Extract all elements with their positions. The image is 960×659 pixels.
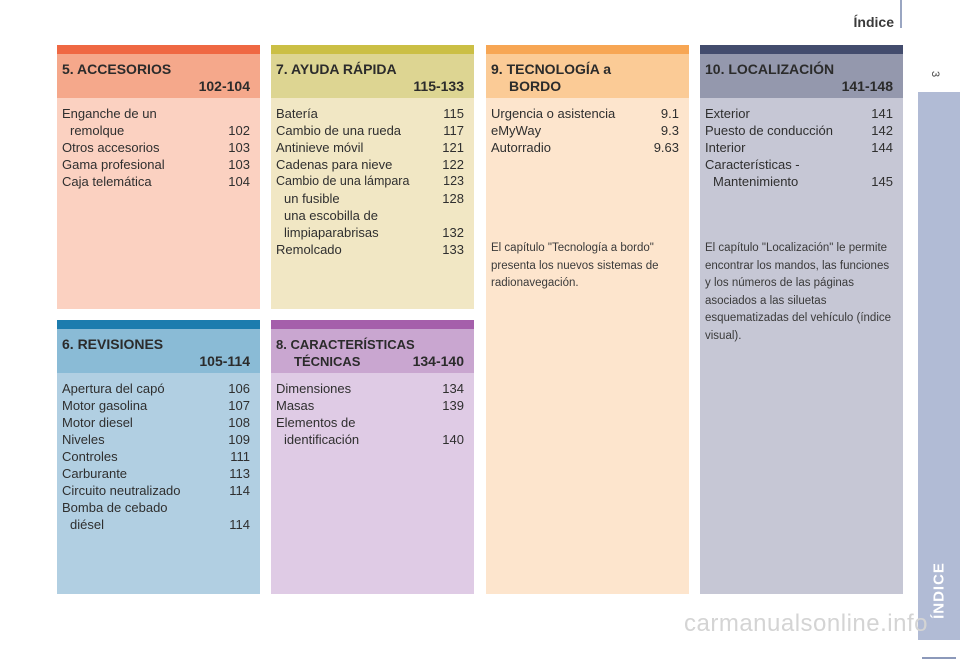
entry-page: 102 [228,123,250,138]
entry-label: Autorradio [491,140,551,155]
index-entry[interactable] [62,156,250,173]
section-color-bar [486,45,689,54]
section-title: 7. AYUDA RÁPIDA [276,61,397,77]
entry-label: eMyWay [491,123,542,138]
entry-page: 142 [871,123,893,138]
entry-label: Otros accesorios [62,140,160,155]
section-entries [486,98,689,293]
index-entry[interactable] [276,190,464,207]
index-entry[interactable] [62,414,250,431]
entry-label: Exterior [705,106,750,121]
entry-label: un fusible [284,191,340,206]
entry-page: 128 [442,191,464,206]
entry-label: Apertura del capó [62,381,165,396]
entry-label: Niveles [62,432,105,447]
entry-page: 134 [442,381,464,396]
section-color-bar [57,45,260,54]
index-entry[interactable] [276,397,464,414]
index-entry[interactable] [276,241,464,258]
section-title: 8. CARACTERÍSTICAS [276,337,415,352]
entry-page: 140 [442,432,464,447]
header-divider [900,0,902,28]
index-entry[interactable] [62,499,250,516]
section-card-revisiones[interactable] [57,320,260,594]
index-entry[interactable] [276,431,464,448]
section-range: 115-133 [413,78,464,94]
section-entries [57,98,260,190]
entry-label: Antinieve móvil [276,140,364,155]
index-entry[interactable] [276,224,464,241]
index-entry[interactable] [276,122,464,139]
entry-page: 103 [228,157,250,172]
section-range: 102-104 [198,78,250,94]
entry-label: Mantenimiento [713,174,799,189]
entry-label: Enganche de un [62,106,157,121]
entry-label: Cambio de una rueda [276,123,402,138]
side-tab-index[interactable] [918,92,960,640]
entry-label: limpiaparabrisas [284,225,379,240]
index-entry[interactable] [491,122,679,139]
section-range: 105-114 [199,353,250,369]
page-number: 3 [928,70,941,78]
section-title-line2: BORDO [509,78,562,94]
entry-page: 139 [442,398,464,413]
index-entry[interactable] [276,380,464,397]
entry-page: 141 [871,106,893,121]
entry-label: Carburante [62,466,128,481]
entry-label: Características - [705,157,800,172]
index-entry[interactable] [276,156,464,173]
section-entries [271,98,474,258]
section-entries [271,373,474,448]
entry-page: 9.63 [653,140,679,155]
entry-label: Caja telemática [62,174,152,189]
section-card-accesorios[interactable] [57,45,260,309]
entry-page: 109 [228,432,250,447]
section-title-line2: TÉCNICAS [294,354,361,369]
entry-label: Cambio de una lámpara [276,174,410,188]
section-entries [700,98,903,345]
entry-page: 103 [228,140,250,155]
entry-page: 123 [443,174,464,188]
index-entry[interactable] [62,448,250,465]
index-entry[interactable] [62,465,250,482]
entry-page: 121 [442,140,464,155]
entry-label: identificación [284,432,360,447]
section-color-bar [271,45,474,54]
entry-page: 9.1 [660,106,679,121]
entry-label: Remolcado [276,242,342,257]
entry-label: Urgencia o asistencia [491,106,616,121]
index-entry[interactable] [276,173,464,190]
entry-label: Controles [62,449,118,464]
section-title: 10. LOCALIZACIÓN [705,61,835,77]
index-entry[interactable] [705,122,893,139]
index-entry[interactable] [276,207,464,224]
entry-label: remolque [70,123,125,138]
entry-page: 114 [229,517,250,532]
section-title: 9. TECNOLOGÍA a [491,61,612,77]
entry-label: Circuito neutralizado [62,483,181,498]
entry-label: Gama profesional [62,157,165,172]
section-color-bar [271,320,474,329]
index-entry[interactable] [62,431,250,448]
index-entry[interactable] [705,139,893,156]
index-entry[interactable] [62,482,250,499]
section-range: 141-148 [841,78,893,94]
index-entry[interactable] [62,397,250,414]
index-entry[interactable] [276,414,464,431]
section-header[interactable] [57,329,260,373]
entry-label: diésel [70,517,104,532]
index-entry[interactable] [276,105,464,122]
index-entry[interactable] [491,139,679,156]
section-card-localizacion[interactable] [700,45,903,594]
entry-page: 133 [442,242,464,257]
entry-page: 104 [228,174,250,189]
section-header-line2 [276,353,464,370]
index-entry[interactable] [705,156,893,173]
section-header[interactable] [57,54,260,98]
entry-page: 122 [442,157,464,172]
section-header[interactable] [700,54,903,98]
entry-label: Motor gasolina [62,398,148,413]
entry-label: Batería [276,106,318,121]
entry-page: 114 [229,483,250,498]
section-header[interactable] [271,54,474,98]
side-tab-label: ÍNDICE [930,562,948,619]
entry-page: 108 [228,415,250,430]
entry-label: Puesto de conducción [705,123,833,138]
index-entry[interactable] [705,173,893,190]
entry-label: Interior [705,140,746,155]
entry-page: 145 [871,174,893,189]
section-card-tecnologia[interactable] [486,45,689,594]
index-entry[interactable] [491,105,679,122]
section-header[interactable] [271,329,474,373]
entry-label: Dimensiones [276,381,352,396]
index-entry[interactable] [62,139,250,156]
index-entry[interactable] [62,516,250,533]
index-entry[interactable] [62,105,250,122]
section-color-bar [57,320,260,329]
index-entry[interactable] [62,173,250,190]
index-entry[interactable] [276,139,464,156]
watermark: carmanualsonline.info [684,610,928,637]
entry-page: 111 [230,449,250,464]
entry-page: 106 [228,381,250,396]
entry-page: 113 [229,466,250,481]
entry-page: 132 [442,225,464,240]
section-card-ayuda-rapida[interactable] [271,45,474,309]
entry-page: 117 [443,123,464,138]
section-note: El capítulo "Tecnología a bordo" presenta los nuevos sistemas de radionavegación. [491,242,659,289]
entry-label: Bomba de cebado [62,500,168,515]
entry-page: 144 [871,140,893,155]
section-card-caracteristicas[interactable] [271,320,474,594]
section-entries [57,373,260,533]
section-header[interactable] [486,54,689,98]
entry-page: 9.3 [660,123,679,138]
entry-page: 115 [443,106,464,121]
entry-label: Masas [276,398,315,413]
entry-page: 107 [228,398,250,413]
section-note: El capítulo "Localización" le permite encontrar los mandos, las funciones y los números de las páginas asociados a las siluetas esquematizadas del vehículo (índice visual). [705,242,892,342]
page-title: Índice [853,14,894,30]
entry-label: una escobilla de [284,208,378,223]
entry-label: Motor diesel [62,415,133,430]
entry-label: Elementos de [276,415,356,430]
index-entry[interactable] [62,380,250,397]
index-entry[interactable] [705,105,893,122]
section-title: 5. ACCESORIOS [62,61,172,77]
section-color-bar [700,45,903,54]
section-title: 6. REVISIONES [62,336,164,352]
index-entry[interactable] [62,122,250,139]
section-range: 134-140 [412,353,464,369]
entry-label: Cadenas para nieve [276,157,393,172]
